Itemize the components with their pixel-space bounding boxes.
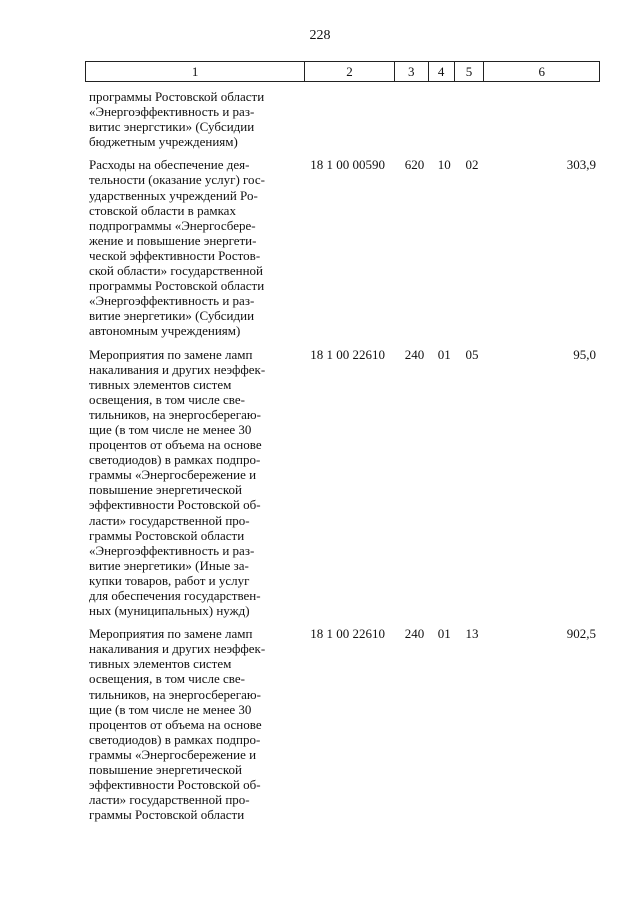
header-col-2: 2 <box>305 62 395 81</box>
row-description: программы Ростовской области «Энергоэффективность и раз- витис энергстики» (Субсидии бюджетным учреждениям) <box>89 89 265 150</box>
row-sum: 95,0 <box>573 346 597 362</box>
table-row <box>85 89 600 149</box>
row-code: 18 1 00 22610 <box>310 626 386 642</box>
row-sum <box>487 89 600 149</box>
row-col-5: 13 <box>465 626 479 642</box>
row-col-5 <box>457 89 487 149</box>
header-col-1: 1 <box>86 62 305 81</box>
row-col-3: 240 <box>404 626 425 642</box>
table-row <box>85 157 600 338</box>
row-col-4: 10 <box>437 157 451 173</box>
row-sum: 303,9 <box>566 157 597 173</box>
header-col-6: 6 <box>538 63 545 79</box>
header-col-5: 5 <box>455 62 485 81</box>
page-number: 228 <box>309 28 331 43</box>
header-col-3: 3 <box>395 62 429 81</box>
row-sum: 902,5 <box>566 626 597 642</box>
row-col-4: 01 <box>437 626 451 642</box>
row-code: 18 1 00 22610 <box>310 346 386 362</box>
row-col-4: 01 <box>437 346 451 362</box>
row-col-3: 240 <box>404 346 425 362</box>
row-col-5: 02 <box>465 157 479 173</box>
table-row <box>85 626 600 822</box>
row-col-3: 620 <box>404 157 425 173</box>
table-row <box>85 347 600 619</box>
row-col-3 <box>398 89 432 149</box>
row-col-4 <box>431 89 457 149</box>
row-code <box>302 89 397 149</box>
row-code: 18 1 00 00590 <box>310 157 386 173</box>
row-description: Мероприятия по замене ламп накаливания и других неэффек- тивных элементов систем освещения, в том числе све- тильников, на энергосберегаю- щие (в том числе не менее 30 процентов от объема на основе светодиодов) в рамках подпро- граммы «Энергосбережение и повышение энергетической эффективности Ростовской об- ласти» государственной про- граммы Ростовской области «Энергоэффективность и раз- витие энергетики» (Иные за- купки товаров, работ и услуг для обеспечения государствен- ных (муниципальных) нужд) <box>89 346 266 619</box>
header-col-4: 4 <box>429 62 455 81</box>
row-col-5: 05 <box>465 346 479 362</box>
row-description: Расходы на обеспечение дея- тельности (оказание услуг) гос- ударственных учреждений Ро- стовской области в рамках подпрограммы «Энергосбере- жение и повышение энергети- ческой эффективности Ростов- ской области» государственной программы Ростовской области «Энергоэффективность и раз- витие энергетики» (Субсидии автономным учреждениям) <box>89 157 265 339</box>
table-header <box>85 61 600 82</box>
row-description: Мероприятия по замене ламп накаливания и других неэффек- тивных элементов систем освещения, в том числе све- тильников, на энергосберегаю- щие (в том числе не менее 30 процентов от объема на основе светодиодов) в рамках подпро- граммы «Энергосбережение и повышение энергетической эффективности Ростовской об- ласти» государственной про- граммы Ростовской области <box>89 626 266 823</box>
table-body <box>85 89 600 830</box>
